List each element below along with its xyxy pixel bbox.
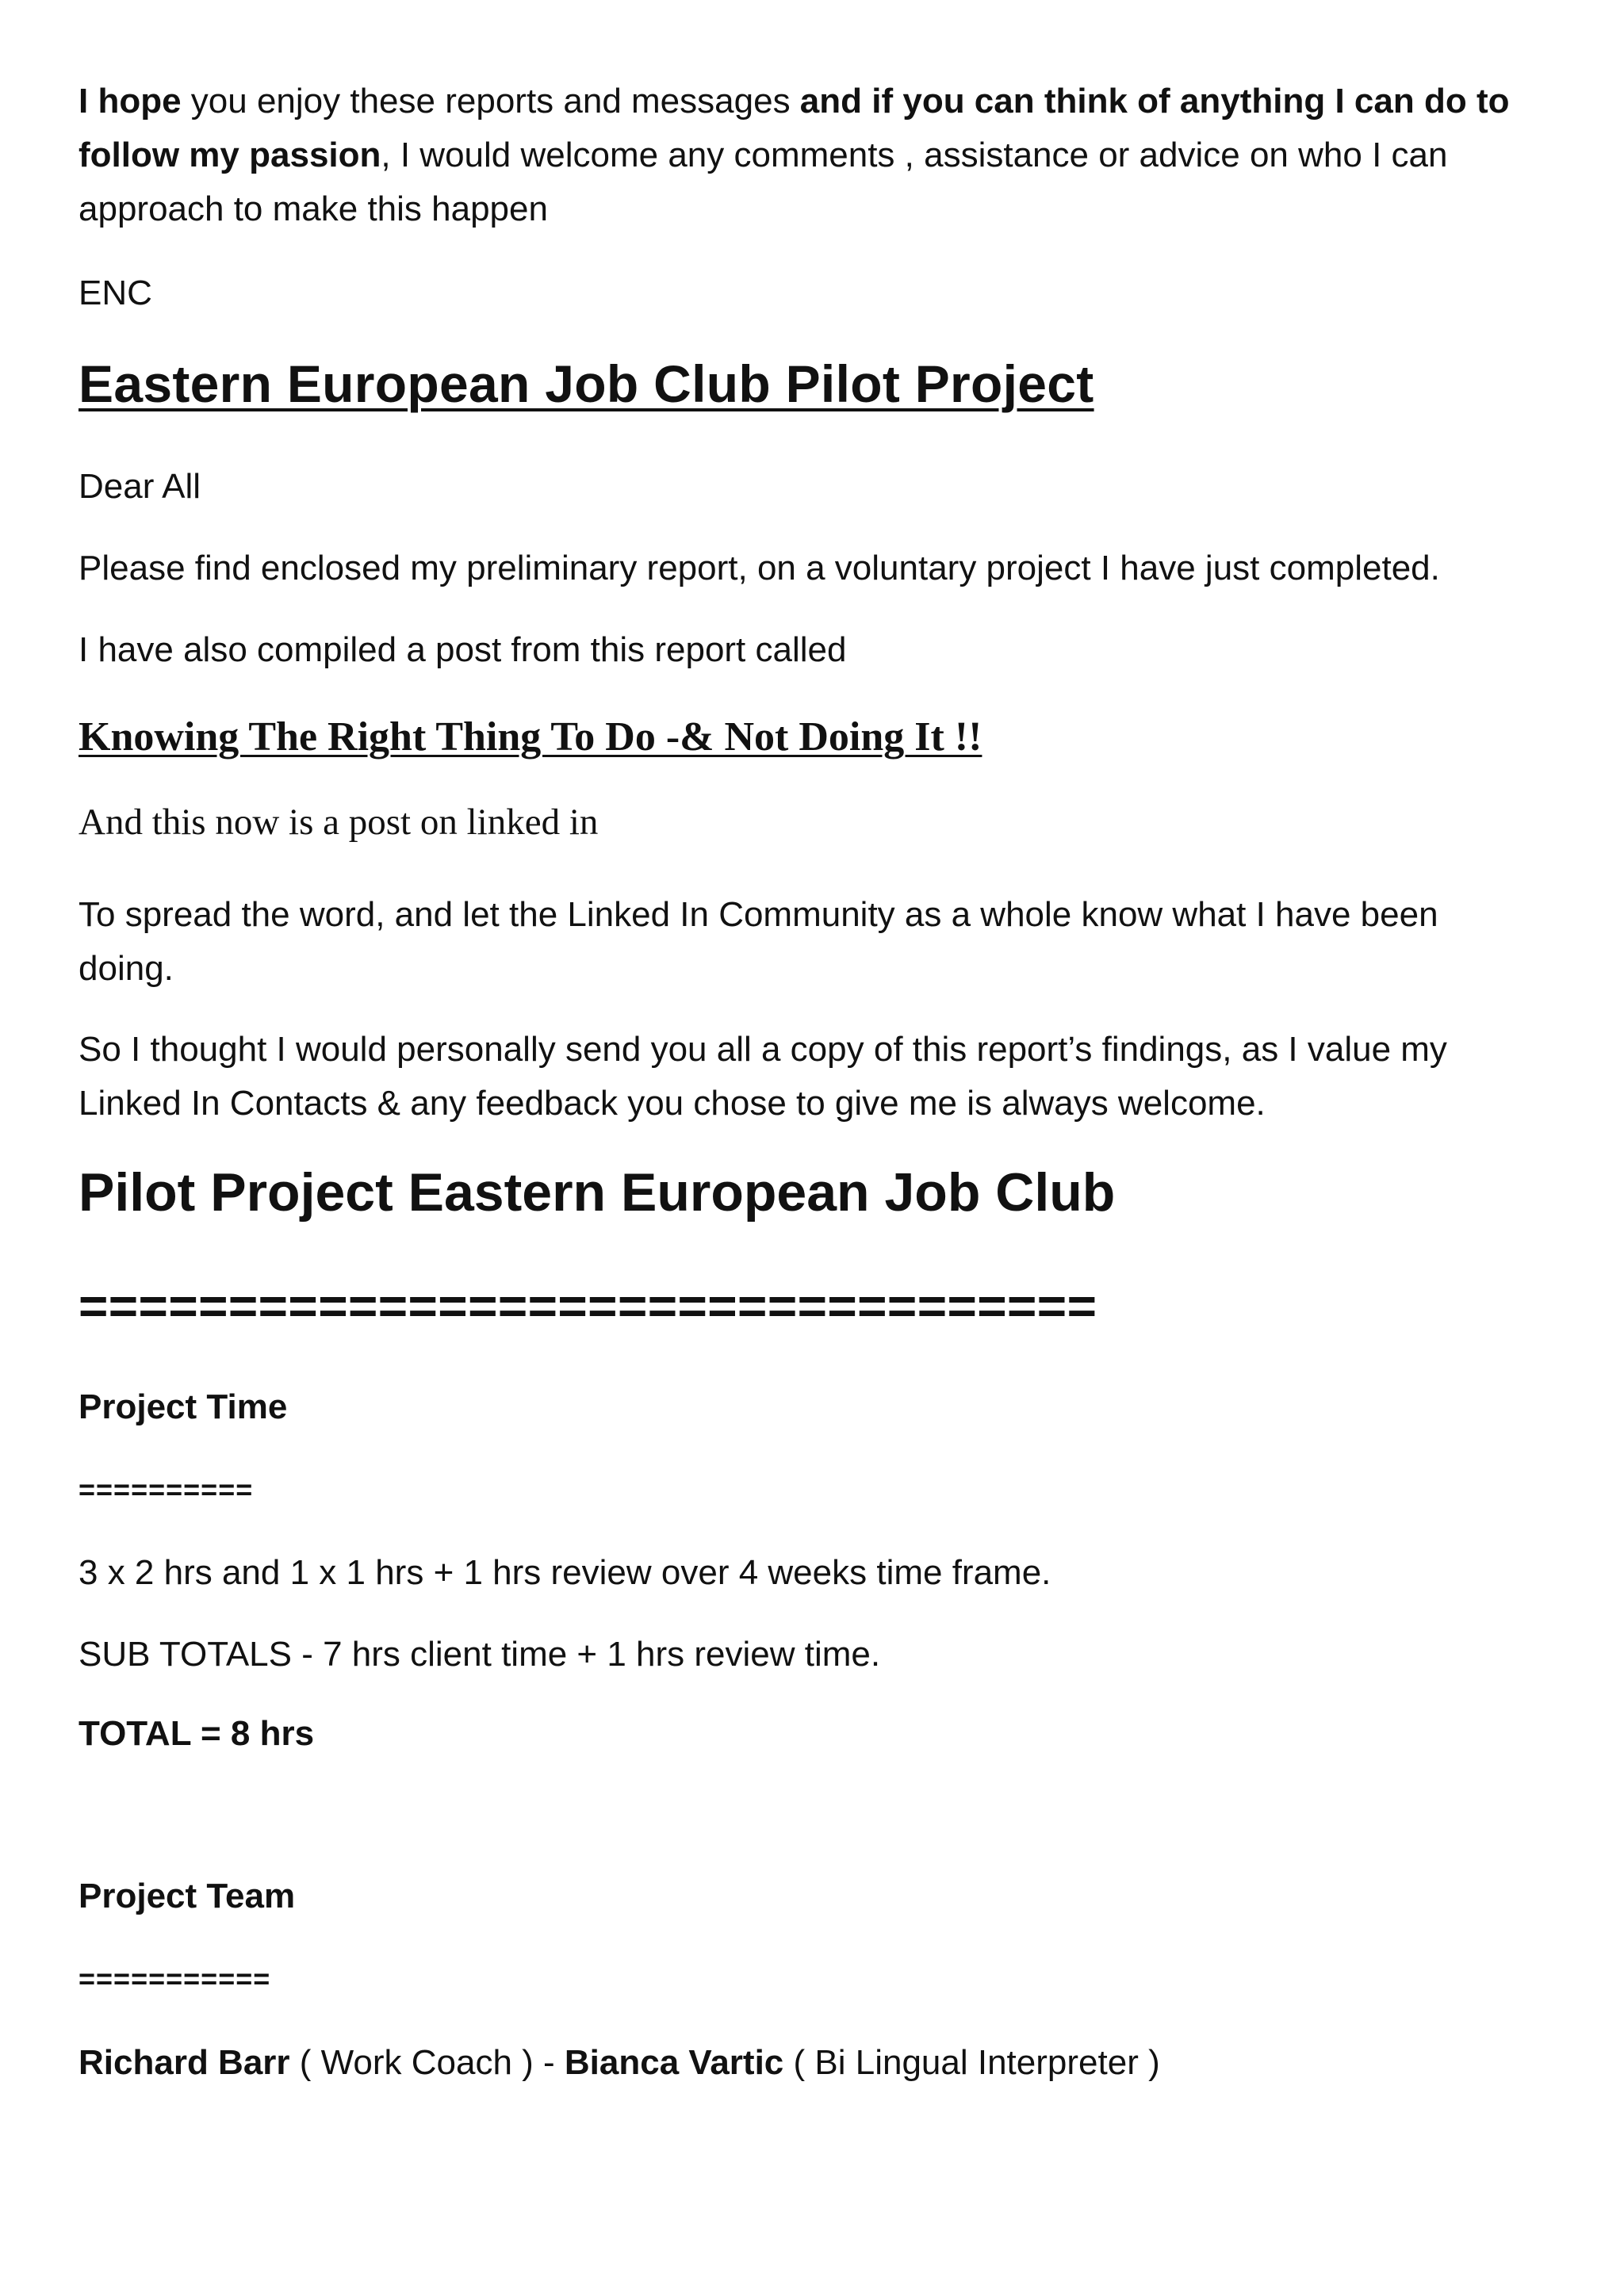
enc-label: ENC <box>79 274 152 312</box>
post-title: Knowing The Right Thing To Do -& Not Doing It !! <box>79 714 982 760</box>
compiled-post-line: I have also compiled a post from this report called <box>79 630 847 669</box>
intro-line-1 <box>79 75 1509 128</box>
section2-rule: ================================== <box>79 1277 1097 1334</box>
team-members-line <box>79 2036 1160 2090</box>
intro-bold-think: and if you can think of anything I can do to <box>799 82 1510 121</box>
send-copy-line-1: So I thought I would personally send you all a copy of this report’s findings, as I value my <box>79 1030 1447 1069</box>
member-name-richard: Richard Barr <box>79 2043 290 2082</box>
greeting: Dear All <box>79 467 201 506</box>
sub-totals-line: SUB TOTALS - 7 hrs client time + 1 hrs review time. <box>79 1635 881 1674</box>
intro-line-2 <box>79 128 1447 182</box>
member-role-interpreter: ( Bi Lingual Interpreter ) <box>783 2043 1160 2082</box>
intro-text-a: you enjoy these reports and messages <box>181 82 800 121</box>
project-team-heading: Project Team <box>79 1877 296 1915</box>
preliminary-report-line: Please find enclosed my preliminary report, on a voluntary project I have just completed. <box>79 549 1440 587</box>
linkedin-post-line: And this now is a post on linked in <box>79 802 599 843</box>
project-time-heading: Project Time <box>79 1387 288 1426</box>
project-team-rule: =========== <box>79 1962 271 1995</box>
section2-title: Pilot Project Eastern European Job Club <box>79 1162 1116 1223</box>
send-copy-line-2: Linked In Contacts & any feedback you chose to give me is always welcome. <box>79 1084 1266 1123</box>
member-name-bianca: Bianca Vartic <box>564 2043 784 2082</box>
intro-bold-hope: I hope <box>79 82 182 121</box>
intro-bold-passion: follow my passion <box>79 136 381 174</box>
project-time-rule: ========== <box>79 1473 254 1506</box>
spread-word-line-1: To spread the word, and let the Linked In Community as a whole know what I have been <box>79 895 1438 934</box>
intro-line-3: approach to make this happen <box>79 189 548 228</box>
total-line: TOTAL = 8 hrs <box>79 1714 315 1753</box>
intro-text-b: , I would welcome any comments , assistance or advice on who I can <box>381 136 1448 174</box>
time-breakdown-line: 3 x 2 hrs and 1 x 1 hrs + 1 hrs review over 4 weeks time frame. <box>79 1553 1051 1592</box>
section1-title: Eastern European Job Club Pilot Project <box>79 354 1094 413</box>
member-role-work-coach: ( Work Coach ) - <box>289 2043 565 2082</box>
spread-word-line-2: doing. <box>79 949 174 988</box>
